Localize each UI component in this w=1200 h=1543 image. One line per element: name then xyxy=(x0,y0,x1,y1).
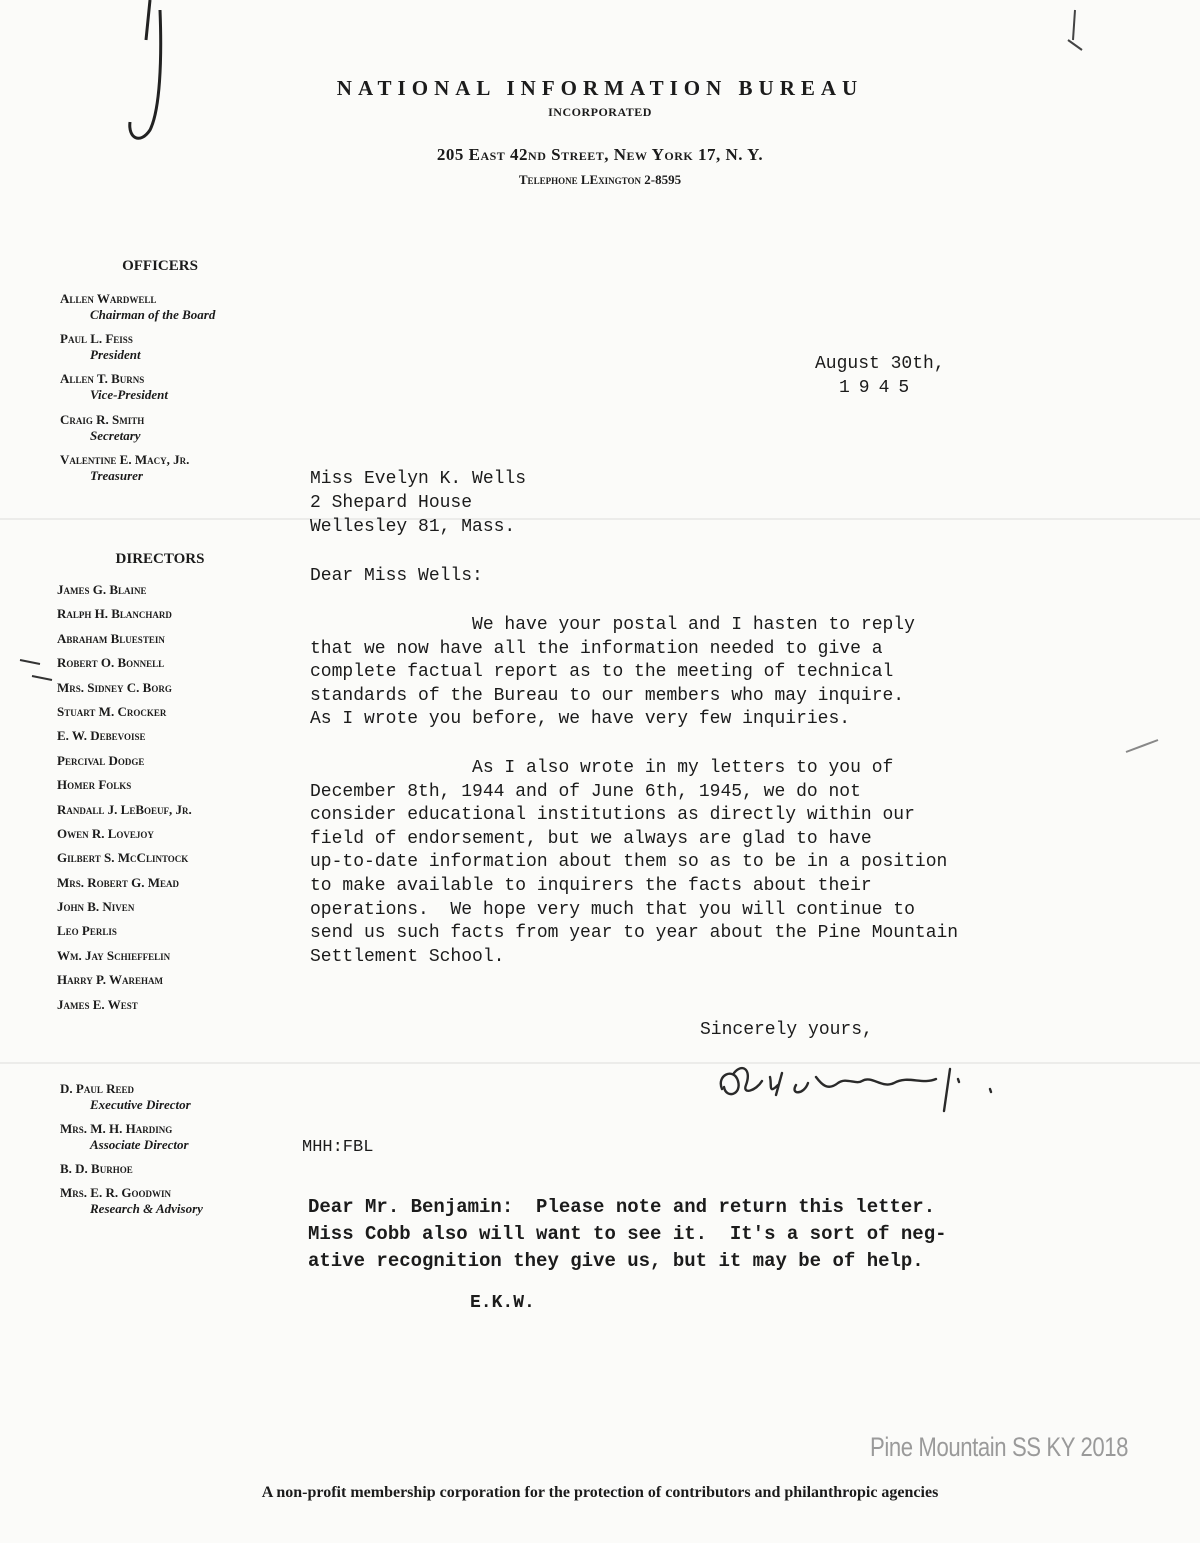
staff-name: D. Paul Reed xyxy=(60,1081,134,1096)
officer-name: Allen Wardwell xyxy=(60,291,157,306)
officer-entry xyxy=(60,452,290,484)
fold-line xyxy=(0,518,1200,520)
typed-note: Dear Mr. Benjamin: Please note and return this letter. Miss Cobb also will want to see it. It's a sort of neg- ative recognition they give us, but it may be of help. xyxy=(308,1196,947,1272)
director-name: Harry P. Wareham xyxy=(57,972,164,988)
officer-title: Secretary xyxy=(90,428,141,443)
officer-name: Allen T. Burns xyxy=(60,371,145,386)
org-name: NATIONAL INFORMATION BUREAU xyxy=(336,76,864,100)
director-name: Owen R. Lovejoy xyxy=(57,825,154,841)
staff-name: Mrs. M. H. Harding xyxy=(60,1121,173,1136)
body-paragraph: We have your postal and I hasten to reply that we now have all the information needed to give a complete factual report as to the meeting of technical standards of the Bureau to our members who may inquire. As I wrote you before, we have very few inquiries. xyxy=(310,615,915,730)
recipient-address xyxy=(310,467,526,539)
directors-list xyxy=(57,580,297,1019)
note-initials: E.K.W. xyxy=(470,1293,535,1313)
letter-date xyxy=(815,352,945,400)
staff-entry xyxy=(60,1161,290,1177)
staff-entry xyxy=(60,1121,290,1153)
director-name: Wm. Jay Schieffelin xyxy=(57,947,171,963)
officer-entry xyxy=(60,331,290,363)
footer-tagline: A non-profit membership corporation for the protection of contributors and philanthropic agencies xyxy=(261,1484,939,1501)
date-line: August 30th, xyxy=(815,354,945,374)
staff-name: B. D. Burhoe xyxy=(60,1161,133,1176)
officer-name: Valentine E. Macy, Jr. xyxy=(60,452,190,467)
staff-title: Executive Director xyxy=(90,1097,191,1112)
org-address: 205 East 42nd Street, New York 17, N. Y. xyxy=(436,145,764,164)
body-paragraph: As I also wrote in my letters to you of December 8th, 1944 and of June 6th, 1945, we do not consider educational institutions as directly within our field of endorsement, but we always are glad to have up-to-date information about them so as to be in a position to make available to inquirers the facts about their operations. We hope very much that you will continue to send us such facts from year to year about the Pine Mountain Settlement School. xyxy=(310,758,959,967)
officer-title: President xyxy=(90,347,141,362)
staff-entry xyxy=(60,1081,290,1113)
director-name: Randall J. LeBoeuf, Jr. xyxy=(57,801,192,817)
officer-entry xyxy=(60,371,290,403)
staff-title: Research & Advisory xyxy=(90,1201,203,1216)
incorporated-label: INCORPORATED xyxy=(548,105,652,119)
director-name: James G. Blaine xyxy=(57,582,147,597)
officer-name: Craig R. Smith xyxy=(60,412,145,427)
director-name: Robert O. Bonnell xyxy=(57,655,165,671)
recipient-line: Miss Evelyn K. Wells xyxy=(310,469,527,489)
director-name: Mrs. Robert G. Mead xyxy=(57,874,179,890)
org-telephone: Telephone LExington 2-8595 xyxy=(518,172,682,187)
staff-title: Associate Director xyxy=(90,1137,189,1152)
officer-title: Treasurer xyxy=(90,468,143,483)
director-name: Stuart M. Crocker xyxy=(57,703,167,719)
officer-name: Paul L. Feiss xyxy=(60,331,133,346)
director-name: Ralph H. Blanchard xyxy=(57,606,172,622)
director-name: John B. Niven xyxy=(57,899,135,915)
handwritten-signature xyxy=(712,1055,1012,1115)
director-name: Mrs. Sidney C. Borg xyxy=(57,679,172,695)
directors-heading: DIRECTORS xyxy=(115,551,205,567)
director-name: Gilbert S. McClintock xyxy=(57,850,189,866)
watermark: Pine Mountain SS KY 2018 xyxy=(870,1432,1129,1462)
recipient-line: Wellesley 81, Mass. xyxy=(310,517,516,537)
staff-name: Mrs. E. R. Goodwin xyxy=(60,1185,171,1200)
director-name: Homer Folks xyxy=(57,777,132,793)
date-year: 1945 xyxy=(839,378,919,398)
reference-initials: MHH:FBL xyxy=(302,1138,374,1157)
officer-title: Vice-President xyxy=(90,387,168,402)
officers-heading: OFFICERS xyxy=(122,258,198,274)
director-name: James E. West xyxy=(57,996,138,1012)
officer-entry xyxy=(60,291,290,323)
director-name: Percival Dodge xyxy=(57,752,145,768)
fold-line xyxy=(0,1062,1200,1064)
officer-title: Chairman of the Board xyxy=(90,307,216,322)
staff-entry xyxy=(60,1185,290,1217)
director-name: Abraham Bluestein xyxy=(57,630,165,646)
director-name: E. W. Debevoise xyxy=(57,728,146,744)
officer-entry xyxy=(60,412,290,444)
recipient-line: 2 Shepard House xyxy=(310,493,473,513)
closing: Sincerely yours, xyxy=(700,1020,873,1040)
director-name: Leo Perlis xyxy=(57,923,117,939)
salutation: Dear Miss Wells: xyxy=(310,566,483,586)
